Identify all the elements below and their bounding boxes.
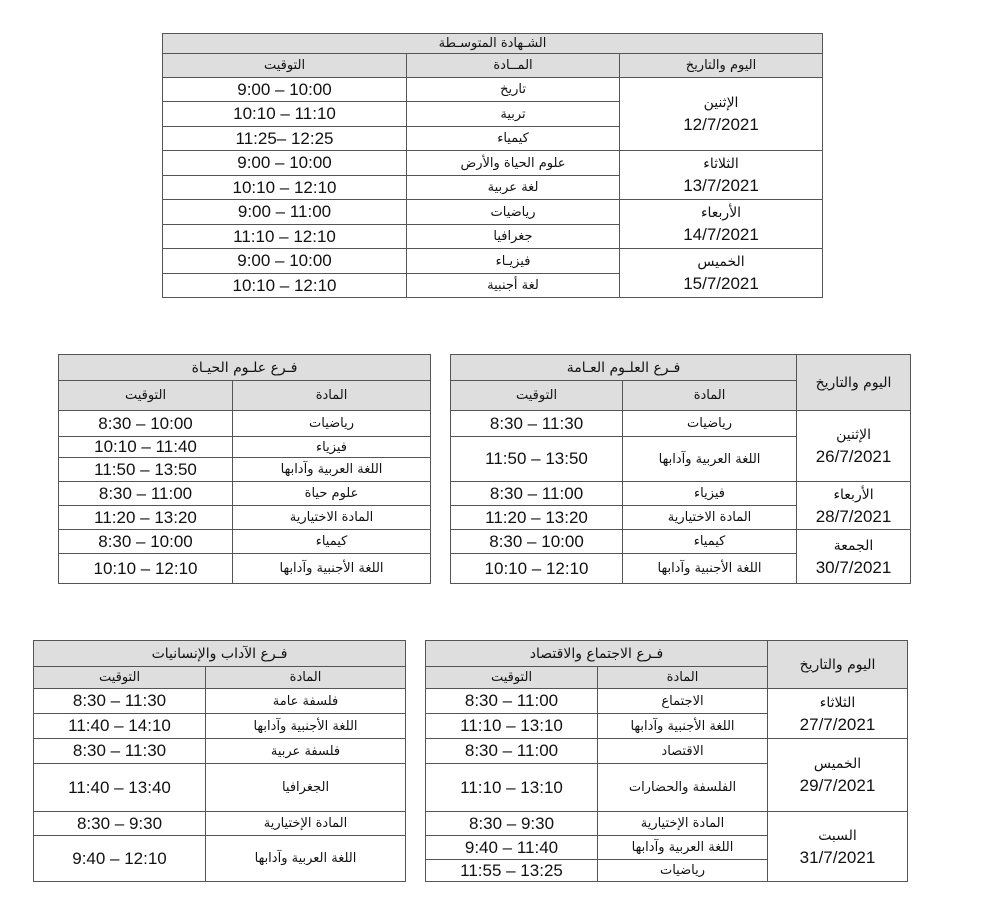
subject-cell: تربية bbox=[407, 102, 620, 127]
time-cell: 9:00 – 10:00 bbox=[163, 78, 407, 102]
time-header: التوقيت bbox=[163, 54, 407, 78]
time-cell: 11:10 – 13:10 bbox=[426, 764, 598, 812]
day-cell bbox=[797, 411, 911, 482]
table-title: الشـهادة المتوسـطة bbox=[163, 34, 823, 54]
day-cell bbox=[620, 249, 823, 298]
day-cell bbox=[620, 78, 823, 151]
time-cell: 10:10 – 11:40 bbox=[59, 437, 233, 458]
subject-cell: لغة أجنبية bbox=[407, 274, 620, 298]
day-date: 15/7/2021 bbox=[683, 274, 759, 293]
intermediate-certificate-table bbox=[162, 33, 823, 298]
day-date-header: اليوم والتاريخ bbox=[768, 641, 908, 689]
day-name: الأربعاء bbox=[833, 486, 874, 503]
subject-cell: المادة الإختيارية bbox=[206, 812, 406, 836]
humanities-header: فـرع الآداب والإنسانيات bbox=[34, 641, 406, 667]
time-cell: 10:10 – 12:10 bbox=[163, 274, 407, 298]
subject-cell: اللغة الأجنبية وآدابها bbox=[623, 554, 797, 584]
day-name: الثلاثاء bbox=[819, 694, 856, 711]
subject-cell: تاريخ bbox=[407, 78, 620, 102]
time-cell: 11:10 – 12:10 bbox=[163, 225, 407, 249]
time-cell: 8:30 – 11:00 bbox=[426, 689, 598, 714]
day-name: الإثنين bbox=[836, 427, 871, 443]
subject-cell: فيزيـاء bbox=[407, 249, 620, 274]
subject-cell: رياضيات bbox=[623, 411, 797, 437]
subject-header: المــادة bbox=[407, 54, 620, 78]
time-cell: 8:30 – 11:00 bbox=[59, 482, 233, 506]
subject-cell: جغرافيا bbox=[407, 225, 620, 249]
day-date: 26/7/2021 bbox=[815, 447, 892, 466]
day-date-header: اليوم والتاريخ bbox=[797, 355, 911, 411]
day-name: الجمعة bbox=[833, 537, 874, 554]
subject-cell: رياضيات bbox=[598, 860, 768, 882]
day-date: 28/7/2021 bbox=[815, 506, 892, 526]
day-cell bbox=[797, 482, 911, 530]
time-cell: 9:40 – 12:10 bbox=[34, 836, 206, 882]
day-date-header: اليوم والتاريخ bbox=[620, 54, 823, 78]
time-cell: 11:20 – 13:20 bbox=[451, 506, 623, 530]
time-cell: 8:30 – 9:30 bbox=[426, 812, 598, 836]
subject-cell: الفلسفة والحضارات bbox=[598, 764, 768, 812]
time-cell: 8:30 – 11:00 bbox=[426, 739, 598, 764]
day-cell bbox=[768, 739, 908, 812]
time-cell: 11:25– 12:25 bbox=[163, 127, 407, 151]
day-name: الإثنين bbox=[703, 95, 739, 111]
subject-cell: اللغة الأجنبية وآدابها bbox=[598, 714, 768, 739]
day-cell bbox=[768, 689, 908, 739]
day-date: 29/7/2021 bbox=[799, 776, 876, 795]
day-date: 12/7/2021 bbox=[683, 115, 759, 134]
subject-cell: الجغرافيا bbox=[206, 764, 406, 812]
general-sciences-header: فـرع العلـوم العـامة bbox=[451, 355, 797, 381]
time-cell: 10:10 – 12:10 bbox=[59, 554, 233, 584]
subject-cell: فيزياء bbox=[623, 482, 797, 506]
time-cell: 11:55 – 13:25 bbox=[426, 860, 598, 882]
day-cell bbox=[768, 812, 908, 882]
subject-cell: اللغة العربية وآدابها bbox=[598, 836, 768, 860]
time-cell: 8:30 – 10:00 bbox=[451, 530, 623, 554]
subject-cell: علوم حياة bbox=[233, 482, 431, 506]
subject-cell: كيمياء bbox=[623, 530, 797, 554]
subject-cell: اللغة الأجنبية وآدابها bbox=[233, 554, 431, 584]
time-cell: 8:30 – 10:00 bbox=[59, 411, 233, 437]
table-gap bbox=[406, 641, 426, 882]
time-cell: 8:30 – 11:00 bbox=[451, 482, 623, 506]
subject-cell: الاجتماع bbox=[598, 689, 768, 714]
subject-cell: فلسفة عربية bbox=[206, 739, 406, 764]
time-cell: 9:40 – 11:40 bbox=[426, 836, 598, 860]
time-header: التوقيت bbox=[426, 667, 598, 689]
subject-cell: المادة الاختيارية bbox=[233, 506, 431, 530]
subject-cell: اللغة الأجنبية وآدابها bbox=[206, 714, 406, 739]
subject-cell: رياضيات bbox=[407, 200, 620, 225]
time-cell: 8:30 – 11:30 bbox=[451, 411, 623, 437]
time-cell: 8:30 – 11:30 bbox=[34, 689, 206, 714]
general-and-life-sciences-table bbox=[58, 354, 911, 584]
subject-cell: المادة الاختيارية bbox=[623, 506, 797, 530]
time-cell: 10:10 – 12:10 bbox=[451, 554, 623, 584]
subject-cell: كيمياء bbox=[233, 530, 431, 554]
subject-cell: رياضيات bbox=[233, 411, 431, 437]
sociology-economics-header: فـرع الاجتماع والاقتصاد bbox=[426, 641, 768, 667]
subject-cell: لغة عربية bbox=[407, 176, 620, 200]
time-cell: 9:00 – 11:00 bbox=[163, 200, 407, 225]
subject-cell: علوم الحياة والأرض bbox=[407, 151, 620, 176]
subject-cell: فلسفة عامة bbox=[206, 689, 406, 714]
subject-cell: اللغة العربية وآدابها bbox=[206, 836, 406, 882]
time-cell: 11:10 – 13:10 bbox=[426, 714, 598, 739]
subject-cell: الاقتصاد bbox=[598, 739, 768, 764]
day-name: السبت bbox=[818, 827, 857, 844]
day-date: 13/7/2021 bbox=[683, 176, 759, 195]
time-cell: 8:30 – 9:30 bbox=[34, 812, 206, 836]
time-cell: 9:00 – 10:00 bbox=[163, 151, 407, 176]
time-cell: 10:10 – 12:10 bbox=[163, 176, 407, 200]
subject-cell: المادة الإختيارية bbox=[598, 812, 768, 836]
day-name: الخميس bbox=[813, 756, 862, 772]
time-cell: 11:20 – 13:20 bbox=[59, 506, 233, 530]
time-cell: 8:30 – 11:30 bbox=[34, 739, 206, 764]
day-name: الخميس bbox=[697, 254, 745, 270]
time-cell: 8:30 – 10:00 bbox=[59, 530, 233, 554]
day-cell bbox=[620, 151, 823, 200]
subject-header: المادة bbox=[233, 381, 431, 411]
time-cell: 9:00 – 10:00 bbox=[163, 249, 407, 274]
subject-header: المادة bbox=[623, 381, 797, 411]
time-cell: 11:40 – 13:40 bbox=[34, 764, 206, 812]
subject-header: المادة bbox=[598, 667, 768, 689]
sociology-and-humanities-table bbox=[33, 640, 908, 882]
day-date: 27/7/2021 bbox=[799, 714, 876, 734]
table-gap bbox=[431, 355, 451, 584]
time-cell: 11:50 – 13:50 bbox=[451, 437, 623, 482]
time-cell: 11:50 – 13:50 bbox=[59, 458, 233, 482]
subject-cell: اللغة العربية وآدابها bbox=[233, 458, 431, 482]
day-cell bbox=[797, 530, 911, 584]
time-header: التوقيت bbox=[451, 381, 623, 411]
day-date: 31/7/2021 bbox=[799, 847, 876, 867]
time-header: التوقيت bbox=[59, 381, 233, 411]
day-name: الأربعاء bbox=[700, 205, 742, 221]
day-name: الثلاثاء bbox=[703, 156, 739, 172]
time-cell: 11:40 – 14:10 bbox=[34, 714, 206, 739]
day-date: 14/7/2021 bbox=[683, 225, 759, 244]
subject-cell: كيمياء bbox=[407, 127, 620, 151]
day-cell bbox=[620, 200, 823, 249]
time-cell: 10:10 – 11:10 bbox=[163, 102, 407, 127]
day-date: 30/7/2021 bbox=[815, 557, 892, 577]
subject-cell: فيزياء bbox=[233, 437, 431, 458]
time-header: التوقيت bbox=[34, 667, 206, 689]
subject-cell: اللغة العربية وآدابها bbox=[623, 437, 797, 482]
subject-header: المادة bbox=[206, 667, 406, 689]
life-sciences-header: فـرع علـوم الحيـاة bbox=[59, 355, 431, 381]
